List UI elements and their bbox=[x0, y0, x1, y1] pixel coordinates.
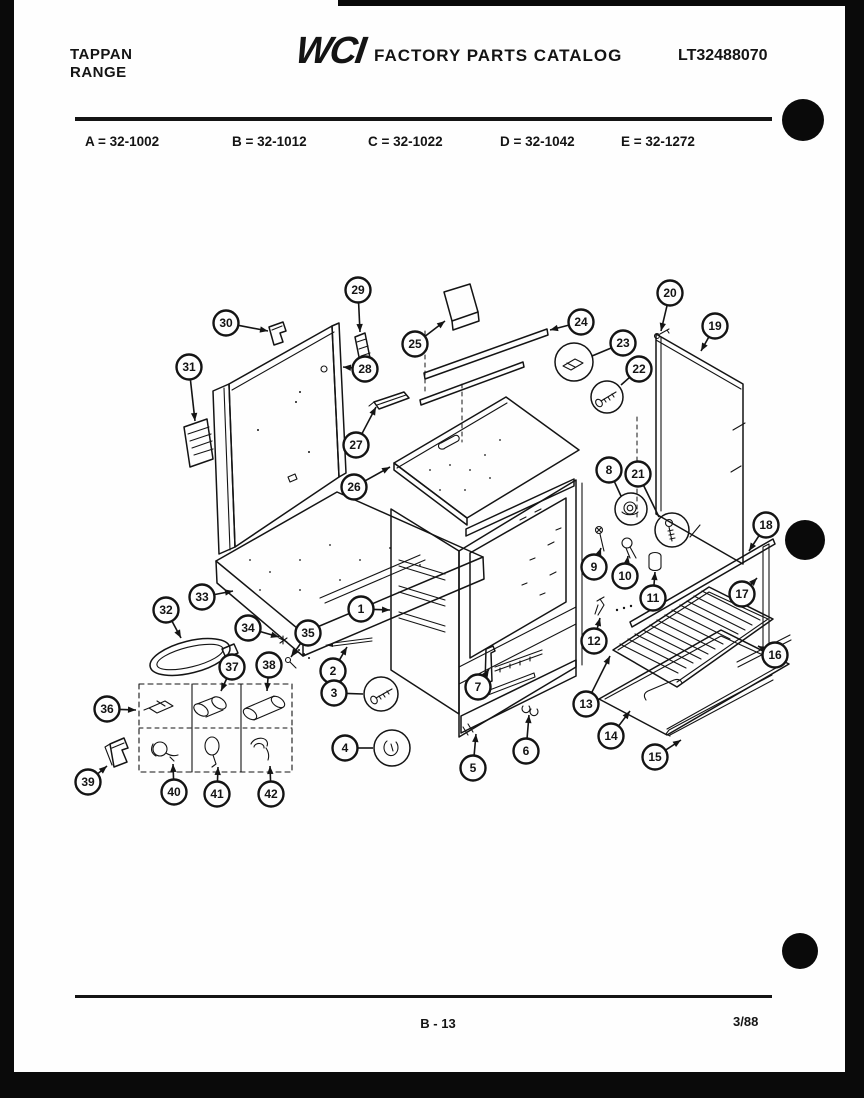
clip-30 bbox=[269, 322, 286, 345]
callout-24 bbox=[550, 310, 594, 335]
callout-number: 8 bbox=[605, 463, 613, 478]
callout-number: 41 bbox=[210, 787, 224, 802]
clip-10 bbox=[622, 538, 636, 558]
callout-number: 37 bbox=[225, 660, 239, 675]
cylinder-part-37 bbox=[192, 694, 229, 718]
callout-number: 3 bbox=[330, 686, 338, 701]
leader-arrowhead bbox=[340, 647, 347, 656]
bracket-27 bbox=[369, 392, 409, 409]
callout-40 bbox=[162, 764, 187, 805]
page-number: B - 13 bbox=[420, 1016, 456, 1031]
callout-number: 15 bbox=[648, 750, 662, 765]
callout-number: 26 bbox=[347, 480, 361, 495]
leader-arrowhead bbox=[174, 629, 181, 638]
callout-14 bbox=[599, 711, 631, 749]
callout-33 bbox=[190, 585, 234, 610]
callout-31 bbox=[177, 355, 202, 422]
callout-number: 40 bbox=[167, 785, 181, 800]
clip-6 bbox=[522, 706, 538, 716]
callout-number: 7 bbox=[474, 680, 482, 695]
callout-32 bbox=[154, 598, 182, 639]
callout-number: 10 bbox=[618, 569, 632, 584]
panel-stiffener-31 bbox=[184, 419, 213, 467]
clamp-part-40 bbox=[152, 742, 178, 761]
callout-27 bbox=[344, 407, 377, 458]
callout-36 bbox=[95, 697, 137, 722]
date-code: 3/88 bbox=[733, 1014, 759, 1029]
callout-number: 38 bbox=[262, 658, 276, 673]
top-rail-24 bbox=[420, 329, 637, 520]
catalog-title: FACTORY PARTS CATALOG bbox=[374, 46, 623, 65]
callout-30 bbox=[214, 311, 269, 336]
callout-number: 9 bbox=[590, 560, 598, 575]
callout-12 bbox=[582, 618, 607, 654]
leader-arrowhead bbox=[267, 766, 273, 774]
callout-number: 1 bbox=[357, 602, 365, 617]
callout-4 bbox=[333, 736, 374, 761]
leader-arrowhead bbox=[382, 607, 390, 613]
callout-number: 16 bbox=[768, 648, 782, 663]
callout-number: 17 bbox=[735, 587, 749, 602]
brand-line2: RANGE bbox=[70, 64, 127, 81]
callout-34 bbox=[236, 616, 280, 641]
callout-25 bbox=[403, 321, 446, 357]
parts-grid-36 bbox=[139, 684, 292, 772]
footer-rule bbox=[75, 995, 772, 998]
document-number: LT32488070 bbox=[678, 47, 768, 64]
rod-2 bbox=[325, 638, 372, 647]
sleeve-part-38 bbox=[241, 694, 286, 722]
vent-bracket-25 bbox=[444, 284, 479, 330]
callout-number: 33 bbox=[195, 590, 209, 605]
detail-circle-clip-4 bbox=[374, 730, 410, 766]
callout-number: 25 bbox=[408, 337, 422, 352]
bracket-39 bbox=[105, 738, 128, 767]
callout-number: 36 bbox=[100, 702, 114, 717]
wci-logo: WCI bbox=[293, 30, 367, 72]
callout-38 bbox=[257, 653, 282, 692]
callout-number: 5 bbox=[469, 761, 477, 776]
callout-number: 24 bbox=[574, 315, 588, 330]
left-side-panel bbox=[213, 323, 346, 554]
screw-9 bbox=[596, 527, 605, 552]
callout-17 bbox=[730, 578, 758, 607]
leader-arrowhead bbox=[369, 407, 376, 416]
callout-number: 11 bbox=[646, 591, 660, 606]
detail-circle-bracket-23 bbox=[555, 343, 593, 381]
callout-number: 39 bbox=[81, 775, 95, 790]
callout-number: 21 bbox=[631, 467, 645, 482]
clip-12 bbox=[595, 597, 632, 615]
terminal-part bbox=[144, 701, 173, 713]
callout-21 bbox=[626, 462, 660, 518]
callout-29 bbox=[346, 278, 371, 333]
callout-5 bbox=[461, 734, 486, 781]
callout-number: 2 bbox=[329, 664, 337, 679]
callout-2 bbox=[321, 647, 348, 684]
callout-23 bbox=[592, 331, 636, 357]
callout-13 bbox=[574, 656, 611, 717]
callout-9 bbox=[582, 548, 607, 580]
model-code-c: C = 32-1022 bbox=[368, 134, 443, 149]
callout-number: 23 bbox=[616, 336, 630, 351]
callout-number: 18 bbox=[759, 518, 773, 533]
callout-22 bbox=[621, 357, 652, 386]
callout-number: 13 bbox=[579, 697, 593, 712]
loop-part-41 bbox=[205, 737, 219, 767]
cap-11 bbox=[649, 553, 661, 571]
callout-6 bbox=[514, 715, 539, 764]
callout-19 bbox=[701, 314, 728, 352]
leader-arrowhead bbox=[356, 324, 362, 332]
callout-number: 29 bbox=[351, 283, 365, 298]
callout-26 bbox=[342, 467, 391, 500]
brand-line1: TAPPAN bbox=[70, 46, 133, 63]
model-code-b: B = 32-1012 bbox=[232, 134, 307, 149]
model-code-d: D = 32-1042 bbox=[500, 134, 575, 149]
callout-number: 35 bbox=[301, 626, 315, 641]
callout-3 bbox=[322, 681, 364, 706]
callout-number: 28 bbox=[358, 362, 372, 377]
oven-pan-14 bbox=[599, 630, 789, 735]
callout-20 bbox=[658, 281, 683, 332]
model-code-e: E = 32-1272 bbox=[621, 134, 695, 149]
leader-arrowhead bbox=[673, 740, 681, 747]
detail-circle-grommet-8 bbox=[615, 493, 647, 525]
callout-number: 32 bbox=[159, 603, 173, 618]
callout-number: 14 bbox=[604, 729, 618, 744]
callout-number: 34 bbox=[241, 621, 255, 636]
callout-number: 19 bbox=[708, 319, 722, 334]
callout-number: 31 bbox=[182, 360, 196, 375]
model-code-a: A = 32-1002 bbox=[85, 134, 160, 149]
callout-number: 12 bbox=[587, 634, 601, 649]
callout-15 bbox=[643, 740, 682, 770]
callout-16 bbox=[758, 643, 788, 668]
clamp-part-42 bbox=[251, 738, 269, 760]
callout-number: 42 bbox=[264, 787, 278, 802]
latch-bracket-7 bbox=[485, 646, 542, 684]
callout-7 bbox=[466, 669, 491, 700]
detail-circle-screw-3 bbox=[364, 677, 398, 711]
callout-1 bbox=[349, 597, 391, 622]
callout-number: 30 bbox=[219, 316, 233, 331]
callout-number: 22 bbox=[632, 362, 646, 377]
callout-10 bbox=[613, 556, 638, 589]
callout-8 bbox=[597, 458, 622, 497]
leader-arrowhead bbox=[128, 707, 136, 713]
leader-arrowhead bbox=[170, 764, 176, 772]
leader-arrowhead bbox=[595, 618, 601, 627]
trim-rod-17 bbox=[763, 544, 769, 651]
callout-11 bbox=[641, 572, 666, 611]
leader-arrowhead bbox=[215, 767, 221, 775]
leader-arrowhead bbox=[291, 649, 298, 657]
callout-28 bbox=[343, 357, 378, 382]
callout-number: 27 bbox=[349, 438, 363, 453]
leader-arrowhead bbox=[701, 342, 708, 351]
detail-circle-screw-22 bbox=[591, 381, 623, 413]
leader-arrowhead bbox=[260, 326, 268, 332]
leader-arrowhead bbox=[604, 656, 610, 665]
leader-arrowhead bbox=[381, 467, 390, 474]
callout-number: 20 bbox=[663, 286, 677, 301]
callout-number: 4 bbox=[341, 741, 349, 756]
leader-arrowhead bbox=[221, 682, 227, 691]
callout-41 bbox=[205, 767, 230, 807]
callout-number: 6 bbox=[522, 744, 530, 759]
callout-39 bbox=[76, 766, 108, 795]
